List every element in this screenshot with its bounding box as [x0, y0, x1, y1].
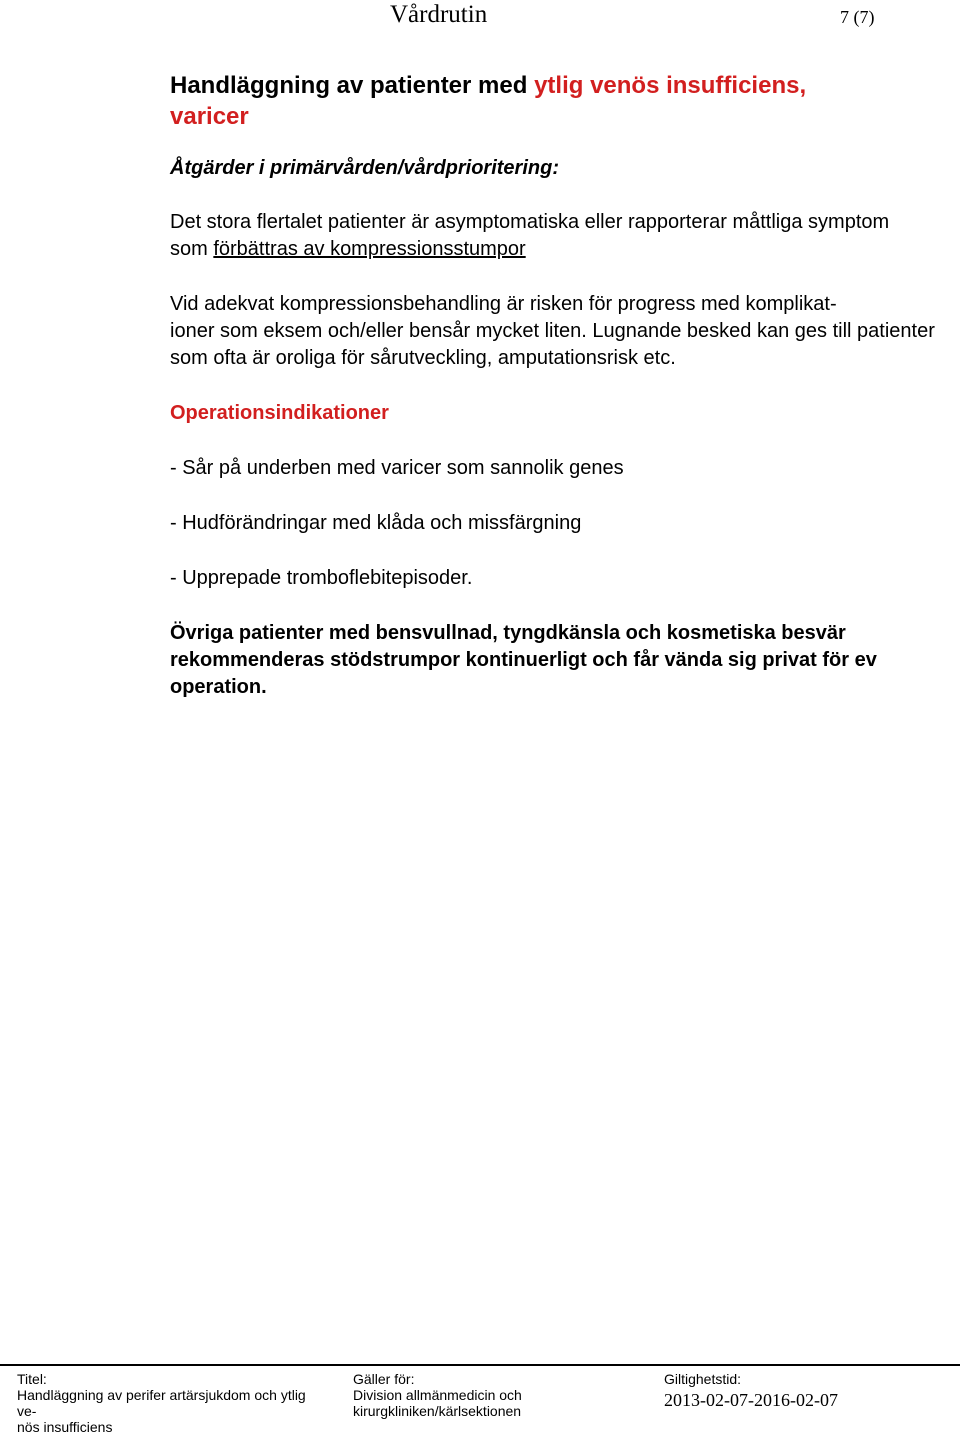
paragraph-treatment-rest: ioner som eksem och/eller bensår mycket liten. Lugnande besked kan ges till patienter som ofta är oroliga för sårutveckling, amputationsrisk etc. [170, 320, 935, 369]
header-title: Vårdrutin [390, 1, 488, 28]
footer-validity-value: 2013-02-07-2016-02-07 [664, 1390, 838, 1410]
document-heading [170, 70, 960, 132]
footer-title-label: Titel: [17, 1371, 47, 1387]
operation-indications-heading: Operationsindikationer [170, 402, 389, 424]
footer-applies-label: Gäller för: [353, 1371, 415, 1387]
footer-title-block [17, 1371, 317, 1435]
heading-text: Handläggning av patienter med [170, 72, 535, 99]
document-body [170, 70, 960, 701]
list-item: - Sår på underben med varicer som sannolik genes [170, 457, 624, 479]
heading-highlight-line2: varicer [170, 103, 249, 130]
footer-applies-line2: kirurgkliniken/kärlsektionen [353, 1403, 522, 1419]
section-subheading: Åtgärder i primärvården/vårdprioritering: [170, 157, 559, 179]
footer-applies-block [353, 1371, 613, 1419]
paragraph-treatment-line1: Vid adekvat kompressionsbehandling är risken för progress med komplikat- [170, 293, 837, 315]
heading-highlight: ytlig venös insufficiens, [534, 72, 807, 99]
footer-divider [0, 1364, 960, 1366]
footer-title-line1: Handläggning av perifer artärsjukdom och ytlig ve- [17, 1387, 306, 1419]
list-item: - Upprepade tromboflebitepisoder. [170, 567, 473, 589]
closing-paragraph: Övriga patienter med bensvullnad, tyngdkänsla och kosmetiska besvär rekommenderas stödstrumpor kontinuerligt och får vända sig privat för ev operation. [170, 622, 877, 698]
footer-title-line2: nös insufficiens [17, 1419, 113, 1435]
footer-validity-label: Giltighetstid: [664, 1371, 742, 1387]
list-item: - Hudförändringar med klåda och missfärgning [170, 512, 582, 534]
underlined-text: förbättras av kompressionsstumpor [213, 238, 526, 260]
paragraph-symptoms [170, 209, 910, 263]
footer-applies-line1: Division allmänmedicin och [353, 1387, 522, 1403]
paragraph-symptoms-text: Det stora flertalet patienter är asymptomatiska eller rapporterar måttliga symptom som [170, 211, 890, 260]
paragraph-treatment [170, 291, 960, 372]
footer-validity-block [664, 1371, 954, 1411]
page-number: 7 (7) [840, 7, 875, 27]
